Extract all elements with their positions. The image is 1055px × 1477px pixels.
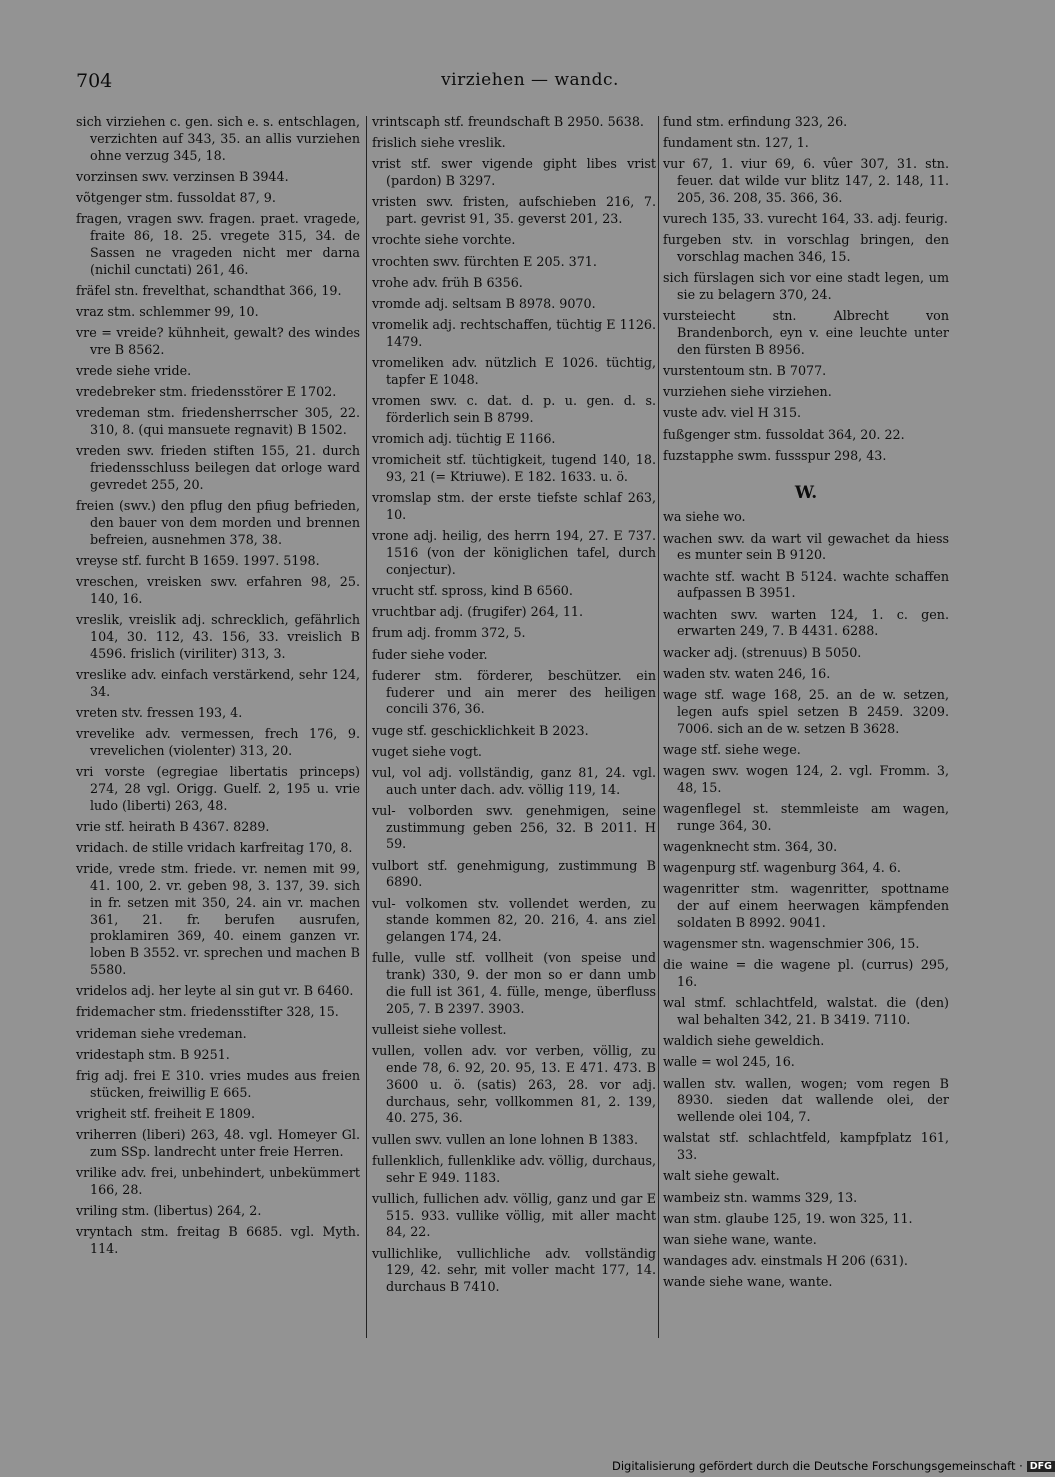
dictionary-entry: vulleist siehe vollest. bbox=[372, 1022, 507, 1037]
dictionary-entry: vur 67, 1. viur 69, 6. vûer 307, 31. stn. feuer. dat wilde vur blitz 147, 2. 148, 11. 205, 36. 208, 35. 366, 36. bbox=[663, 156, 949, 205]
dictionary-entry: vreten stv. fressen 193, 4. bbox=[76, 704, 243, 720]
dictionary-entry: vrie stf. heirath B 4367. 8289. bbox=[76, 818, 270, 834]
dictionary-entry: vromde adj. seltsam B 8978. 9070. bbox=[372, 295, 596, 311]
dictionary-entry: wandages adv. einstmals H 206 (631). bbox=[663, 1253, 908, 1269]
dictionary-entry: vrilike adv. frei, unbehindert, unbekümmert 166, 28. bbox=[76, 1165, 360, 1197]
dictionary-entry: vreslike adv. einfach verstärkend, sehr 124, 34. bbox=[76, 666, 360, 699]
dictionary-entry: vromen swv. c. dat. d. p. u. gen. d. s. förderlich sein B 8799. bbox=[372, 393, 656, 425]
dictionary-entry: walstat stf. schlachtfeld, kampfplatz 161, 33. bbox=[663, 1130, 949, 1163]
dictionary-entry: fulle, vulle stf. vollheit (von speise und trank) 330, 9. der mon so er dann umb die full ist 361, 4. fülle, menge, überfluss 205, 7. B 2397. 3903. bbox=[372, 950, 656, 1016]
dictionary-entry: fuderer stm. förderer, beschützer. ein fuderer und ain merer des heiligen concili 376, 36. bbox=[372, 667, 656, 717]
dictionary-entry: vredebreker stm. friedensstörer E 1702. bbox=[76, 384, 337, 400]
column-rule-1 bbox=[366, 116, 367, 1338]
dictionary-entry: võtgenger stm. fussoldat 87, 9. bbox=[76, 189, 276, 205]
dictionary-entry: fußgenger stm. fussoldat 364, 20. 22. bbox=[663, 426, 905, 442]
dictionary-entry: vristen swv. fristen, aufschieben 216, 7. part. gevrist 91, 35. geverst 201, 23. bbox=[372, 194, 656, 227]
dictionary-entry: walle = wol 245, 16. bbox=[663, 1054, 795, 1070]
dictionary-entry: vurech 135, 33. vurecht 164, 33. adj. feurig. bbox=[663, 211, 948, 227]
dictionary-entry: vuget siehe vogt. bbox=[372, 743, 482, 759]
dictionary-entry: wal stmf. schlachtfeld, walstat. die (den) wal behalten 342, 21. B 3419. 7110. bbox=[663, 995, 949, 1028]
column-2 bbox=[372, 114, 656, 1300]
column-3 bbox=[663, 114, 949, 1295]
column-1 bbox=[76, 114, 360, 1262]
column-3-w-entries bbox=[663, 509, 949, 1291]
dictionary-entry: vrohe adv. früh B 6356. bbox=[372, 274, 523, 290]
dictionary-entry: sich fürslagen sich vor eine stadt legen, um sie zu belagern 370, 24. bbox=[663, 270, 949, 303]
dictionary-entry: vullichlike, vullichliche adv. vollständig 129, 42. sehr, mit voller macht 177, 14. durchaus B 7410. bbox=[372, 1245, 656, 1295]
dictionary-entry: vridach. de stille vridach karfreitag 170, 8. bbox=[76, 840, 353, 856]
dictionary-entry: vre = vreide? kühnheit, gewalt? des windes vre B 8562. bbox=[76, 325, 360, 357]
dictionary-entry: fundament stn. 127, 1. bbox=[663, 135, 809, 151]
dictionary-entry: wagenflegel st. stemmleiste am wagen, runge 364, 30. bbox=[663, 800, 949, 833]
dictionary-entry: wa siehe wo. bbox=[663, 509, 746, 525]
dictionary-entry: vuge stf. geschicklichkeit B 2023. bbox=[372, 722, 589, 738]
dictionary-entry: vreslik, vreislik adj. schrecklich, gefährlich 104, 30. 112, 43. 156, 33. vreislich B 4596. frislich (viriliter) 313, 3. bbox=[76, 612, 360, 661]
dictionary-entry: vrigheit stf. freiheit E 1809. bbox=[76, 1105, 256, 1121]
dictionary-entry: vryntach stm. freitag B 6685. vgl. Myth. 114. bbox=[76, 1224, 360, 1257]
dictionary-entry: vriling stm. (libertus) 264, 2. bbox=[76, 1203, 262, 1219]
dictionary-entry: vride, vrede stm. friede. vr. nemen mit 99, 41. 100, 2. vr. geben 98, 3. 137, 39. sich in fr. setzen mit 350, 24. ain vr. machen 361, 21. fr. berufen ausrufen, proklamiren 369, 40. einem ganzen vr. loben B 3552. vr. sprechen und machen B 5580. bbox=[76, 861, 360, 978]
dictionary-entry: fund stm. erfindung 323, 26. bbox=[663, 114, 848, 129]
dictionary-entry: wagensmer stn. wagenschmier 306, 15. bbox=[663, 936, 920, 952]
dictionary-entry: vrucht stf. spross, kind B 6560. bbox=[372, 582, 573, 598]
dictionary-entry: vullen swv. vullen an lone lohnen B 1383. bbox=[372, 1131, 639, 1147]
section-letter: W. bbox=[794, 482, 818, 503]
dictionary-entry: vri vorste (egregiae libertatis princeps) 274, 28 vgl. Origg. Guelf. 2, 195 u. vrie ludo (liberti) 263, 48. bbox=[76, 764, 360, 813]
dictionary-entry: wambeiz stn. wamms 329, 13. bbox=[663, 1189, 858, 1205]
dictionary-entry: walt siehe gewalt. bbox=[663, 1168, 780, 1184]
dictionary-entry: vreschen, vreisken swv. erfahren 98, 25. 140, 16. bbox=[76, 574, 360, 606]
page-number: 704 bbox=[76, 70, 113, 92]
dictionary-entry: vruchtbar adj. (frugifer) 264, 11. bbox=[372, 604, 584, 620]
dictionary-entry: vul- volkomen stv. vollendet werden, zu stande kommen 82, 20. 216, 4. ans ziel gelangen 174, 24. bbox=[372, 895, 656, 945]
dictionary-entry: wachen swv. da wart vil gewachet da hiess es munter sein B 9120. bbox=[663, 530, 949, 563]
dictionary-entry: vridelos adj. her leyte al sin gut vr. B 6460. bbox=[76, 983, 354, 999]
dictionary-entry: vrideman siehe vredeman. bbox=[76, 1025, 247, 1041]
dictionary-entry: vrochte siehe vorchte. bbox=[372, 232, 516, 248]
dictionary-entry: wage stf. wage 168, 25. an de w. setzen, legen aufs spiel setzen B 2459. 3209. 7006. sich an de w. setzen B 3628. bbox=[663, 686, 949, 736]
dictionary-entry: vromicheit stf. tüchtigkeit, tugend 140, 18. 93, 21 (= Ktriuwe). E 182. 1633. u. ö. bbox=[372, 452, 656, 485]
dictionary-entry: vrevelike adv. vermessen, frech 176, 9. vrevelichen (violenter) 313, 20. bbox=[76, 726, 360, 758]
dictionary-entry: fullenklich, fullenklike adv. völlig, durchaus, sehr E 949. 1183. bbox=[372, 1152, 656, 1185]
dictionary-entry: vriherren (liberi) 263, 48. vgl. Homeyer Gl. zum SSp. landrecht unter freie Herren. bbox=[76, 1127, 360, 1159]
dictionary-entry: wan siehe wane, wante. bbox=[663, 1231, 817, 1247]
dictionary-entry: vrochten swv. fürchten E 205. 371. bbox=[372, 253, 597, 269]
dictionary-entry: frislich siehe vreslik. bbox=[372, 135, 506, 151]
dictionary-entry: vulbort stf. genehmigung, zustimmung B 6890. bbox=[372, 857, 656, 890]
dictionary-entry: frum adj. fromm 372, 5. bbox=[372, 625, 526, 641]
column-rule-2 bbox=[658, 116, 659, 1338]
dictionary-entry: vul- volborden swv. genehmigen, seine zustimmung geben 256, 32. B 2011. H 59. bbox=[372, 802, 656, 852]
dictionary-entry: wagenpurg stf. wagenburg 364, 4. 6. bbox=[663, 860, 901, 876]
dictionary-entry: waden stv. waten 246, 16. bbox=[663, 665, 831, 681]
dictionary-entry: vrist stf. swer vigende gipht libes vrist (pardon) B 3297. bbox=[372, 156, 656, 189]
dictionary-entry: fragen, vragen swv. fragen. praet. vragede, fraite 86, 18. 25. vregete 315, 34. de Sassen ne vrageden nicht mer darna (nichil cunctati) 261, 46. bbox=[76, 211, 360, 277]
dictionary-entry: vrede siehe vride. bbox=[76, 363, 192, 379]
dictionary-entry: wacker adj. (strenuus) B 5050. bbox=[663, 644, 862, 660]
dictionary-entry: wagen swv. wogen 124, 2. vgl. Fromm. 3, 48, 15. bbox=[663, 762, 949, 795]
dictionary-entry: wachte stf. wacht B 5124. wachte schaffen aufpassen B 3951. bbox=[663, 568, 949, 601]
dictionary-entry: vraz stm. schlemmer 99, 10. bbox=[76, 303, 259, 319]
dictionary-entry: wagenknecht stm. 364, 30. bbox=[663, 838, 838, 854]
dictionary-entry: freien (swv.) den pflug den pfiug befrieden, den bauer von dem morden und brennen befreien, ausnehmen 378, 38. bbox=[76, 498, 360, 547]
dictionary-entry: vreyse stf. furcht B 1659. 1997. 5198. bbox=[76, 553, 320, 569]
dictionary-entry: vursteiecht stn. Albrecht von Brandenborch, eyn v. eine leuchte unter den fürsten B 8956. bbox=[663, 308, 949, 357]
dictionary-entry: vrintscaph stf. freundschaft B 2950. 5638. bbox=[372, 114, 644, 129]
dictionary-entry: sich virziehen c. gen. sich e. s. entschlagen, verzichten auf 343, 35. an allis vurziehen ohne verzug 345, 18. bbox=[76, 114, 360, 163]
dictionary-entry: wallen stv. wallen, wogen; vom regen B 8930. sieden dat wallende olei, der wellende olei 104, 7. bbox=[663, 1075, 949, 1125]
dictionary-entry: wachten swv. warten 124, 1. c. gen. erwarten 249, 7. B 4431. 6288. bbox=[663, 606, 949, 639]
dictionary-entry: vromeliken adv. nützlich E 1026. tüchtig, tapfer E 1048. bbox=[372, 355, 656, 387]
footer-credit bbox=[612, 1459, 1055, 1473]
dfg-logo: DFG bbox=[1027, 1461, 1055, 1472]
dictionary-entry: vridestaph stm. B 9251. bbox=[76, 1046, 230, 1062]
dictionary-entry: wande siehe wane, wante. bbox=[663, 1274, 833, 1290]
dictionary-entry: die waine = die wagene pl. (currus) 295, 16. bbox=[663, 957, 949, 990]
dictionary-entry: vurstentoum stn. B 7077. bbox=[663, 363, 827, 379]
dictionary-entry: vromslap stm. der erste tiefste schlaf 263, 10. bbox=[372, 490, 656, 523]
dictionary-entry: furgeben stv. in vorschlag bringen, den vorschlag machen 346, 15. bbox=[663, 232, 949, 265]
dictionary-entry: wagenritter stm. wagenritter, spottname der auf einem heerwagen kämpfenden soldaten B 8992. 9041. bbox=[663, 881, 949, 930]
dictionary-entry: vullich, fullichen adv. völlig, ganz und gar E 515. 933. vullike völlig, mit aller macht 84, 22. bbox=[372, 1190, 656, 1240]
running-title: virziehen — wandc. bbox=[441, 70, 619, 90]
dictionary-entry: frig adj. frei E 310. vries mudes aus freien stücken, freiwillig E 665. bbox=[76, 1068, 360, 1100]
dictionary-entry: fuder siehe voder. bbox=[372, 646, 488, 662]
dictionary-entry: vurziehen siehe virziehen. bbox=[663, 384, 832, 400]
column-3-v-entries bbox=[663, 114, 949, 465]
dictionary-entry: vorzinsen swv. verzinsen B 3944. bbox=[76, 168, 289, 184]
dictionary-entry: wan stm. glaube 125, 19. won 325, 11. bbox=[663, 1210, 913, 1226]
dictionary-entry: wage stf. siehe wege. bbox=[663, 741, 801, 757]
dictionary-entry: vrone adj. heilig, des herrn 194, 27. E 737. 1516 (von der königlichen tafel, durch conjectur). bbox=[372, 528, 656, 577]
dictionary-entry: vreden swv. frieden stiften 155, 21. durch friedensschluss beilegen dat orloge ward gevredet 255, 20. bbox=[76, 443, 360, 493]
footer-text: Digitalisierung gefördert durch die Deutsche Forschungsgemeinschaft · bbox=[612, 1459, 1023, 1473]
dictionary-entry: vullen, vollen adv. vor verben, völlig, zu ende 78, 6. 92, 20. 95, 13. E 471. 473. B 3600 u. ö. (satis) 263, 28. vor adj. durchaus, sehr, vollkommen 81, 2. 139, 40. 275, 36. bbox=[372, 1043, 656, 1126]
dictionary-entry: fräfel stn. frevelthat, schandthat 366, 19. bbox=[76, 282, 342, 298]
dictionary-entry: fuzstapphe swm. fussspur 298, 43. bbox=[663, 447, 887, 463]
dictionary-entry: vredeman stm. friedensherrscher 305, 22. 310, 8. (qui mansuete regnavit) B 1502. bbox=[76, 405, 360, 438]
dictionary-entry: fridemacher stm. friedensstifter 328, 15. bbox=[76, 1004, 339, 1020]
dictionary-entry: vul, vol adj. vollständig, ganz 81, 24. vgl. auch unter dach. adv. völlig 119, 14. bbox=[372, 764, 656, 797]
dictionary-entry: waldich siehe geweldich. bbox=[663, 1033, 825, 1049]
dictionary-entry: vromelik adj. rechtschaffen, tüchtig E 1126. 1479. bbox=[372, 317, 656, 349]
dictionary-entry: vromich adj. tüchtig E 1166. bbox=[372, 431, 556, 447]
dictionary-entry: vuste adv. viel H 315. bbox=[663, 405, 802, 421]
